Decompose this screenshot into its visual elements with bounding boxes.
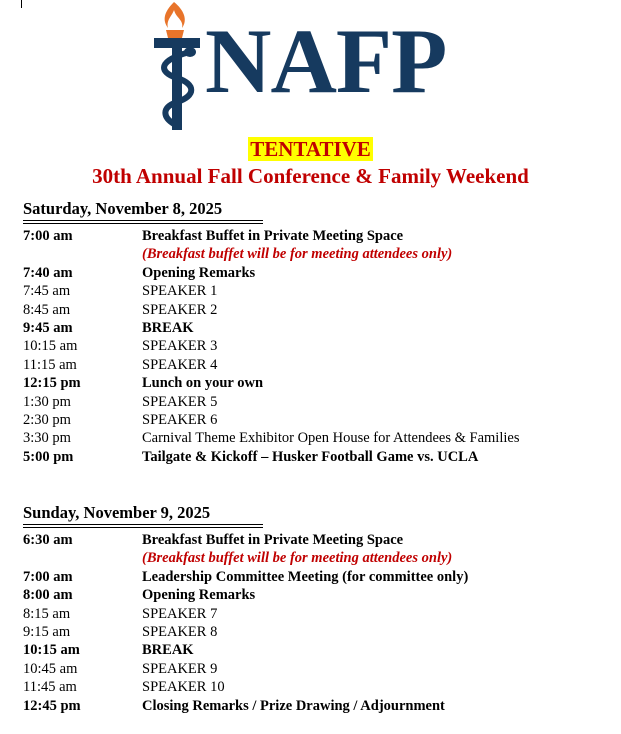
schedule-time: 2:30 pm	[23, 411, 71, 428]
sunday-heading: Sunday, November 9, 2025	[23, 503, 211, 522]
schedule-event: BREAK	[142, 319, 194, 336]
schedule-time: 3:30 pm	[23, 430, 71, 447]
schedule-event: Opening Remarks	[142, 264, 256, 281]
schedule-row	[23, 356, 603, 374]
schedule-row	[23, 448, 603, 466]
schedule-row	[23, 697, 603, 715]
schedule-row	[23, 429, 603, 447]
schedule-event: SPEAKER 2	[142, 301, 218, 318]
schedule-event: SPEAKER 10	[142, 679, 225, 696]
schedule-time: 11:15 am	[23, 356, 77, 373]
torch-icon	[150, 0, 210, 132]
saturday-schedule	[23, 227, 603, 466]
schedule-event: Breakfast Buffet in Private Meeting Space	[142, 228, 404, 244]
schedule-time: 10:15 am	[23, 642, 80, 659]
schedule-time: 7:45 am	[23, 283, 71, 300]
schedule-time: 6:30 am	[23, 532, 73, 548]
schedule-note	[23, 245, 603, 263]
schedule-row	[23, 264, 603, 282]
sunday-schedule	[23, 531, 603, 715]
schedule-time: 9:15 am	[23, 623, 71, 640]
schedule-event: Tailgate & Kickoff – Husker Football Game vs. UCLA	[142, 448, 479, 465]
schedule-event: SPEAKER 6	[142, 411, 218, 428]
schedule-time: 9:45 am	[23, 319, 73, 336]
schedule-row	[23, 319, 603, 337]
tentative-label: TENTATIVE	[250, 137, 371, 161]
schedule-time: 12:15 pm	[23, 375, 81, 392]
schedule-row	[23, 641, 603, 659]
schedule-row	[23, 227, 603, 245]
schedule-event: SPEAKER 4	[142, 356, 218, 373]
sunday-divider	[23, 524, 263, 528]
schedule-time: 7:00 am	[23, 568, 73, 585]
schedule-event: Closing Remarks / Prize Drawing / Adjournment	[142, 697, 445, 714]
text-cursor	[21, 0, 22, 8]
schedule-event: Lunch on your own	[142, 375, 264, 392]
schedule-time: 11:45 am	[23, 679, 77, 696]
schedule-row	[23, 393, 603, 411]
schedule-row	[23, 568, 603, 586]
schedule-row	[23, 337, 603, 355]
schedule-row	[23, 623, 603, 641]
schedule-row	[23, 531, 603, 549]
saturday-divider	[23, 220, 263, 224]
conference-title: 30th Annual Fall Conference & Family Weekend	[92, 164, 529, 188]
schedule-row	[23, 282, 603, 300]
schedule-row	[23, 660, 603, 678]
schedule-event: Leadership Committee Meeting (for committee only)	[142, 568, 469, 585]
schedule-row	[23, 411, 603, 429]
saturday-heading: Saturday, November 8, 2025	[23, 199, 223, 218]
schedule-event: SPEAKER 5	[142, 393, 218, 410]
schedule-time: 10:15 am	[23, 338, 78, 355]
schedule-time: 12:45 pm	[23, 697, 81, 714]
schedule-time: 8:15 am	[23, 605, 71, 622]
schedule-time: 8:45 am	[23, 301, 71, 318]
schedule-event: SPEAKER 7	[142, 605, 218, 622]
schedule-event: Breakfast Buffet in Private Meeting Space	[142, 532, 404, 548]
schedule-event: Opening Remarks	[142, 587, 256, 604]
schedule-time: 10:45 am	[23, 660, 78, 677]
schedule-time: 7:00 am	[23, 228, 73, 244]
schedule-event: BREAK	[142, 642, 194, 659]
schedule-time: 1:30 pm	[23, 393, 71, 410]
schedule-time: 8:00 am	[23, 587, 73, 604]
schedule-event: (Breakfast buffet will be for meeting attendees only)	[142, 246, 453, 263]
schedule-time: 7:40 am	[23, 264, 73, 281]
schedule-event: SPEAKER 9	[142, 660, 218, 677]
schedule-note	[23, 549, 603, 567]
schedule-event: Carnival Theme Exhibitor Open House for Attendees & Families	[142, 430, 520, 447]
schedule-event: SPEAKER 1	[142, 283, 218, 300]
schedule-row	[23, 301, 603, 319]
schedule-event: (Breakfast buffet will be for meeting attendees only)	[142, 550, 453, 567]
schedule-row	[23, 586, 603, 604]
schedule-row	[23, 678, 603, 696]
schedule-event: SPEAKER 3	[142, 338, 218, 355]
schedule-row	[23, 605, 603, 623]
schedule-event: SPEAKER 8	[142, 623, 218, 640]
logo-wordmark: NAFP	[205, 10, 447, 112]
schedule-time: 5:00 pm	[23, 448, 74, 465]
schedule-row	[23, 374, 603, 392]
